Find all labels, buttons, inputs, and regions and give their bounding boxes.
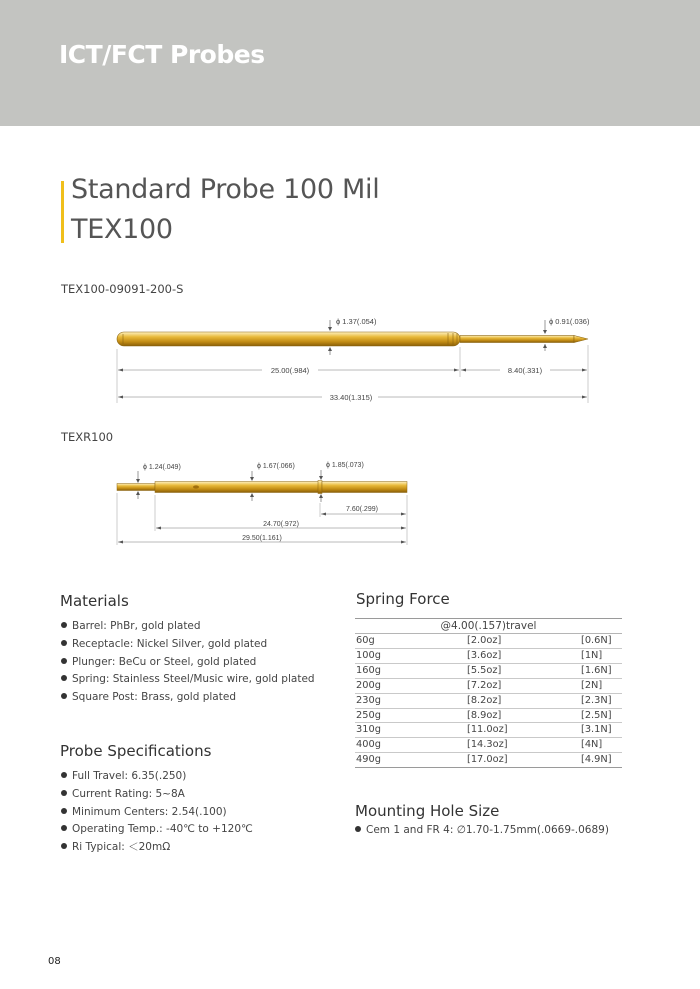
- force-newtons-cell: [2.3N]: [581, 693, 622, 708]
- spring-force-row: [355, 708, 622, 723]
- page-number: 08: [48, 956, 61, 967]
- spring-force-row: [355, 723, 622, 738]
- dim-overall-length: 29.50(1.161): [242, 535, 282, 542]
- specs-item: Minimum Centers: 2.54(.100): [61, 804, 253, 822]
- dim-plunger-length: 8.40(.331): [507, 366, 543, 375]
- force-grams-cell: 490g: [355, 753, 467, 768]
- force-newtons-cell: [4.9N]: [581, 753, 622, 768]
- probe-drawing-tex100: [0, 305, 700, 405]
- materials-item: Receptacle: Nickel Silver, gold plated: [61, 636, 315, 654]
- dim-post-diameter: ϕ 1.24(.049): [143, 464, 181, 471]
- mounting-heading: Mounting Hole Size: [355, 802, 500, 820]
- spring-force-row: [355, 753, 622, 768]
- specs-heading: Probe Specifications: [60, 742, 212, 760]
- force-newtons-cell: [3.1N]: [581, 723, 622, 738]
- force-ounces-cell: [11.0oz]: [467, 723, 581, 738]
- force-newtons-cell: [2.5N]: [581, 708, 622, 723]
- spring-force-table: [355, 618, 622, 768]
- force-ounces-cell: [7.2oz]: [467, 678, 581, 693]
- force-ounces-cell: [8.2oz]: [467, 693, 581, 708]
- probe-tip: [574, 336, 588, 343]
- receptacle-post: [117, 484, 155, 491]
- dim-total-length: 33.40(1.315): [329, 393, 373, 402]
- specs-item: Full Travel: 6.35(.250): [61, 768, 253, 786]
- specs-list: [61, 768, 253, 857]
- force-newtons-cell: [1N]: [581, 648, 622, 663]
- dim-body-diameter: ϕ 1.67(.066): [257, 463, 295, 470]
- materials-list: [61, 618, 315, 707]
- materials-heading: Materials: [60, 592, 129, 610]
- dim-body-length: 24.70(.972): [263, 521, 299, 528]
- force-grams-cell: 310g: [355, 723, 467, 738]
- dim-front-length: 7.60(.299): [346, 506, 378, 513]
- spring-force-heading: Spring Force: [356, 590, 450, 608]
- specs-item: Current Rating: 5~8A: [61, 786, 253, 804]
- travel-header: @4.00(.157)travel: [355, 619, 622, 634]
- force-grams-cell: 250g: [355, 708, 467, 723]
- probe-plunger: [460, 336, 574, 343]
- spring-force-row: [355, 648, 622, 663]
- header-title: ICT/FCT Probes: [59, 40, 265, 69]
- mounting-item: Cem 1 and FR 4: ∅1.70-1.75mm(.0669-.0689): [355, 822, 609, 840]
- force-newtons-cell: [2N]: [581, 678, 622, 693]
- force-ounces-cell: [8.9oz]: [467, 708, 581, 723]
- force-grams-cell: 230g: [355, 693, 467, 708]
- dim-collar-diameter: ϕ 1.85(.073): [326, 462, 364, 469]
- product-model: TEX100: [71, 214, 173, 245]
- spring-force-row: [355, 634, 622, 649]
- title-accent-bar: [61, 181, 64, 243]
- spring-force-row: [355, 738, 622, 753]
- force-grams-cell: 160g: [355, 663, 467, 678]
- specs-item: Ri Typical: ＜20mΩ: [61, 839, 253, 857]
- force-newtons-cell: [0.6N]: [581, 634, 622, 649]
- receptacle-drawing-texr100: [0, 455, 700, 550]
- force-grams-cell: 200g: [355, 678, 467, 693]
- mounting-list: [355, 822, 609, 840]
- probe-barrel: [117, 332, 460, 346]
- receptacle-body: [155, 482, 320, 493]
- force-ounces-cell: [5.5oz]: [467, 663, 581, 678]
- spring-force-row: [355, 678, 622, 693]
- force-grams-cell: 400g: [355, 738, 467, 753]
- spring-force-row: [355, 693, 622, 708]
- force-ounces-cell: [17.0oz]: [467, 753, 581, 768]
- materials-item: Barrel: PhBr, gold plated: [61, 618, 315, 636]
- force-grams-cell: 100g: [355, 648, 467, 663]
- materials-item: Plunger: BeCu or Steel, gold plated: [61, 654, 315, 672]
- part-number-label-1: TEX100-09091-200-S: [61, 282, 184, 296]
- force-ounces-cell: [14.3oz]: [467, 738, 581, 753]
- force-newtons-cell: [1.6N]: [581, 663, 622, 678]
- receptacle-front: [322, 482, 407, 493]
- specs-item: Operating Temp.: -40℃ to +120℃: [61, 821, 253, 839]
- spring-force-row: [355, 663, 622, 678]
- materials-item: Spring: Stainless Steel/Music wire, gold plated: [61, 671, 315, 689]
- force-ounces-cell: [3.6oz]: [467, 648, 581, 663]
- part-number-label-2: TEXR100: [61, 430, 114, 444]
- dim-barrel-length: 25.00(.984): [270, 366, 310, 375]
- force-grams-cell: 60g: [355, 634, 467, 649]
- force-ounces-cell: [2.0oz]: [467, 634, 581, 649]
- dim-plunger-diameter: ϕ 0.91(.036): [549, 317, 590, 326]
- product-title: Standard Probe 100 Mil: [71, 174, 380, 205]
- force-newtons-cell: [4N]: [581, 738, 622, 753]
- dim-barrel-diameter: ϕ 1.37(.054): [336, 317, 377, 326]
- materials-item: Square Post: Brass, gold plated: [61, 689, 315, 707]
